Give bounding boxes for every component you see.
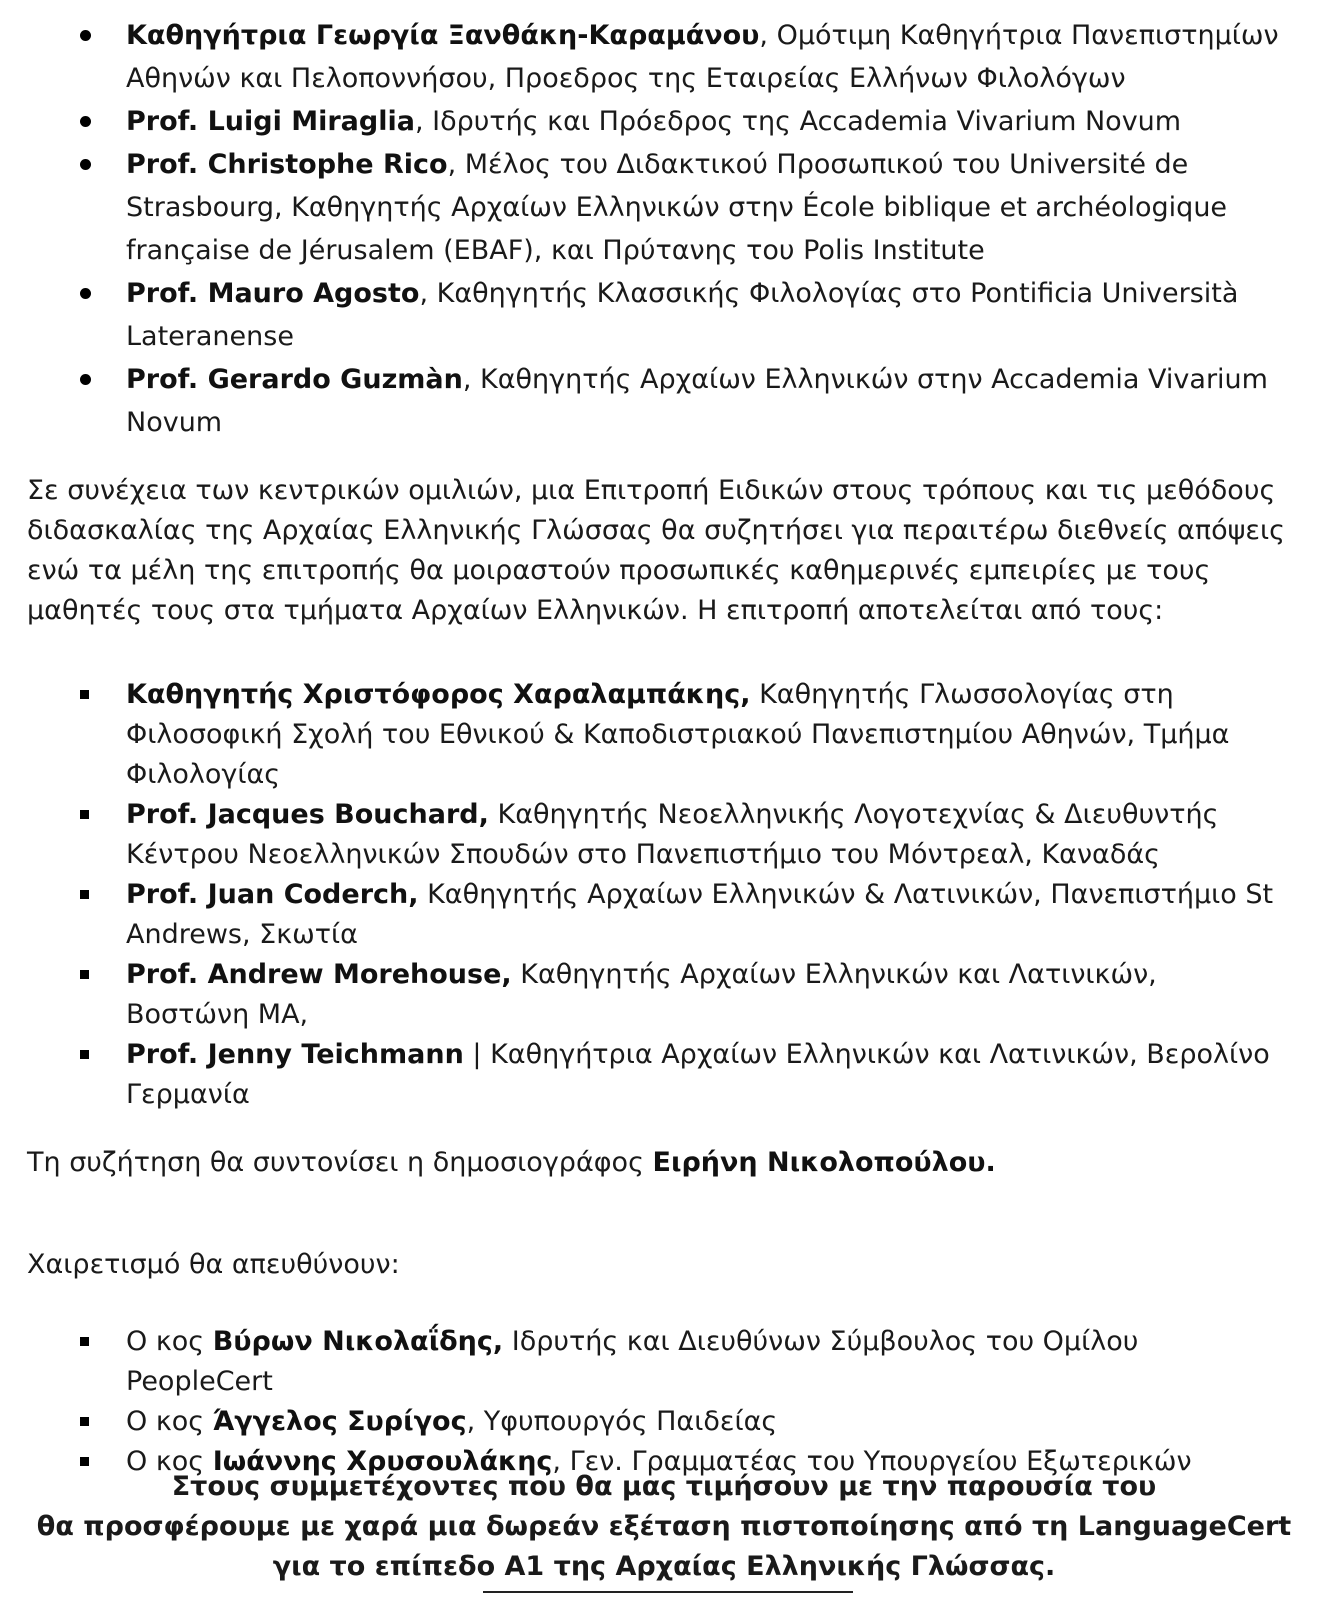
member-description: Καθηγητής Νεοελληνικής Λογοτεχνίας & Διευθυντής Κέντρου Νεοελληνικών Σπουδών στο Πανεπιστήμιο του Μόντρεαλ, Καναδάς xyxy=(126,799,1219,870)
speaker-name: Prof. Gerardo Guzmàn xyxy=(126,364,463,395)
list-item xyxy=(0,955,1328,1035)
bullet-icon xyxy=(80,30,91,41)
bullet-icon xyxy=(80,1050,89,1059)
member-name: Prof. Jacques Bouchard, xyxy=(126,799,489,830)
closing-note: Στους συμμετέχοντες που θα μας τιμήσουν με την παρουσία του θα προσφέρουμε με χαρά μια δωρεάν εξέταση πιστοποίησης από τη LanguageCert για το επίπεδο Α1 της Αρχαίας Ελληνικής Γλώσσας. xyxy=(36,1471,1292,1582)
greetings-intro: Χαιρετισμό θα απευθύνουν: xyxy=(27,1249,400,1280)
list-item: Prof. Christophe Rico, Μέλος του Διδακτικού Προσωπικού του Université de Strasbourg, Καθηγητής Αρχαίων Ελληνικών στην École biblique et archéologique française de Jérusalem (EBAF), και Πρύτανης του Polis Institute xyxy=(0,143,1328,272)
greeter-description: , Υφυπουργός Παιδείας xyxy=(466,1406,778,1437)
list-item: Ο κος Ιωάννης Χρυσουλάκης, Γεν. Γραμματέας του Υπουργείου Εξωτερικών xyxy=(0,1442,1328,1482)
list-item: Prof. Mauro Agosto, Καθηγητής Κλασσικής Φιλολογίας στο Pontificia Università Lateranense xyxy=(0,272,1328,358)
greeter-description: Ιδρυτής και Διευθύνων Σύμβουλος του Ομίλου PeopleCert xyxy=(126,1326,1139,1397)
greeter-name: Ιωάννης Χρυσουλάκης xyxy=(212,1446,553,1477)
member-name: Prof. Jenny Teichmann xyxy=(126,1039,464,1070)
member-name: Prof. Andrew Morehouse, xyxy=(126,959,512,990)
list-item: Ο κος Άγγελος Συρίγος, Υφυπουργός Παιδείας xyxy=(0,1402,1328,1442)
list-item: Prof. Luigi Miraglia, Ιδρυτής και Πρόεδρος της Accademia Vivarium Novum xyxy=(0,100,1328,143)
speaker-name: Prof. Mauro Agosto xyxy=(126,278,420,309)
moderator-line: Τη συζήτηση θα συντονίσει η δημοσιογράφος Ειρήνη Νικολοπούλου. xyxy=(27,1147,996,1178)
greetings-list xyxy=(0,1322,1328,1482)
member-description: Καθηγητής Γλωσσολογίας στη Φιλοσοφική Σχολή του Εθνικού & Καποδιστριακού Πανεπιστημίου Αθηνών, Τμήμα Φιλολογίας xyxy=(126,679,1230,790)
list-item xyxy=(0,875,1328,955)
bullet-icon xyxy=(80,890,89,899)
moderator-name: Ειρήνη Νικολοπούλου. xyxy=(652,1147,996,1178)
bullet-icon xyxy=(80,116,91,127)
speaker-name: Prof. Luigi Miraglia xyxy=(126,106,415,137)
list-item: Ο κος Βύρων Νικολαΐδης, Ιδρυτής και Διευθύνων Σύμβουλος του Ομίλου PeopleCert xyxy=(0,1322,1328,1402)
list-item: Prof. Gerardo Guzmàn, Καθηγητής Αρχαίων Ελληνικών στην Accademia Vivarium Novum xyxy=(0,358,1328,444)
bullet-icon xyxy=(80,374,91,385)
speaker-description: Ομότιμη Καθηγήτρια Πανεπιστημίων Αθηνών και Πελοποννήσου, Προεδρος της Εταιρείας Ελλήνων Φιλολόγων xyxy=(126,20,1279,94)
greeter-description: , Γεν. Γραμματέας του Υπουργείου Εξωτερικών xyxy=(552,1446,1192,1477)
speaker-description: Ιδρυτής και Πρόεδρος της Accademia Vivarium Novum xyxy=(432,106,1182,137)
bullet-icon xyxy=(80,288,91,299)
bullet-icon xyxy=(80,1457,89,1466)
list-item xyxy=(0,675,1328,795)
greeter-name: Άγγελος Συρίγος xyxy=(212,1406,467,1437)
list-item: Prof. Jenny Teichmann | Καθηγήτρια Αρχαίων Ελληνικών και Λατινικών, Βερολίνο Γερμανία xyxy=(0,1035,1328,1115)
member-description: Καθηγητής Αρχαίων Ελληνικών & Λατινικών, Πανεπιστήμιο St Andrews, Σκωτία xyxy=(126,879,1274,950)
bullet-icon xyxy=(80,159,91,170)
member-description: Καθηγητής Αρχαίων Ελληνικών και Λατινικών, Βοστώνη MA, xyxy=(126,959,1157,1030)
speaker-description: Καθηγητής Αρχαίων Ελληνικών στην Accademia Vivarium Novum xyxy=(126,364,1268,438)
bullet-icon xyxy=(80,1417,89,1426)
member-name: Prof. Juan Coderch, xyxy=(126,879,419,910)
speaker-name: Prof. Christophe Rico xyxy=(126,149,448,180)
bullet-icon xyxy=(80,810,89,819)
list-item: Καθηγήτρια Γεωργία Ξανθάκη-Καραμάνου, Ομότιμη Καθηγήτρια Πανεπιστημίων Αθηνών και Πελοποννήσου, Προεδρος της Εταιρείας Ελλήνων Φιλολόγων xyxy=(0,14,1328,100)
committee-paragraph: Σε συνέχεια των κεντρικών ομιλιών, μια Επιτροπή Ειδικών στους τρόπους και τις μεθόδους διδασκαλίας της Αρχαίας Ελληνικής Γλώσσας θα συζητήσει για περαιτέρω διεθνείς απόψεις ενώ τα μέλη της επιτροπής θα μοιραστούν προσωπικές καθημερινές εμπειρίες με τους μαθητές τους στα τμήματα Αρχαίων Ελληνικών. Η επιτροπή αποτελείται από τους: xyxy=(27,475,1285,626)
footer-divider xyxy=(483,1591,853,1593)
bullet-icon xyxy=(80,970,89,979)
greeter-name: Βύρων Νικολαΐδης, xyxy=(212,1326,504,1357)
bullet-icon xyxy=(80,1337,89,1346)
speakers-list xyxy=(0,14,1328,444)
committee-list xyxy=(0,675,1328,1115)
member-name: Καθηγητής Χριστόφορος Χαραλαμπάκης, xyxy=(126,679,751,710)
speaker-description: Μέλος του Διδακτικού Προσωπικού του Université de Strasbourg, Καθηγητής Αρχαίων Ελληνικών στην École biblique et archéologique française de Jérusalem (EBAF), και Πρύτανης του Polis Institute xyxy=(126,149,1228,266)
bullet-icon xyxy=(80,690,89,699)
member-description: Καθηγήτρια Αρχαίων Ελληνικών και Λατινικών, Βερολίνο Γερμανία xyxy=(126,1039,1270,1110)
speaker-name: Καθηγήτρια Γεωργία Ξανθάκη-Καραμάνου xyxy=(126,20,760,51)
list-item xyxy=(0,795,1328,875)
speaker-description: Καθηγητής Κλασσικής Φιλολογίας στο Pontificia Università Lateranense xyxy=(126,278,1239,352)
